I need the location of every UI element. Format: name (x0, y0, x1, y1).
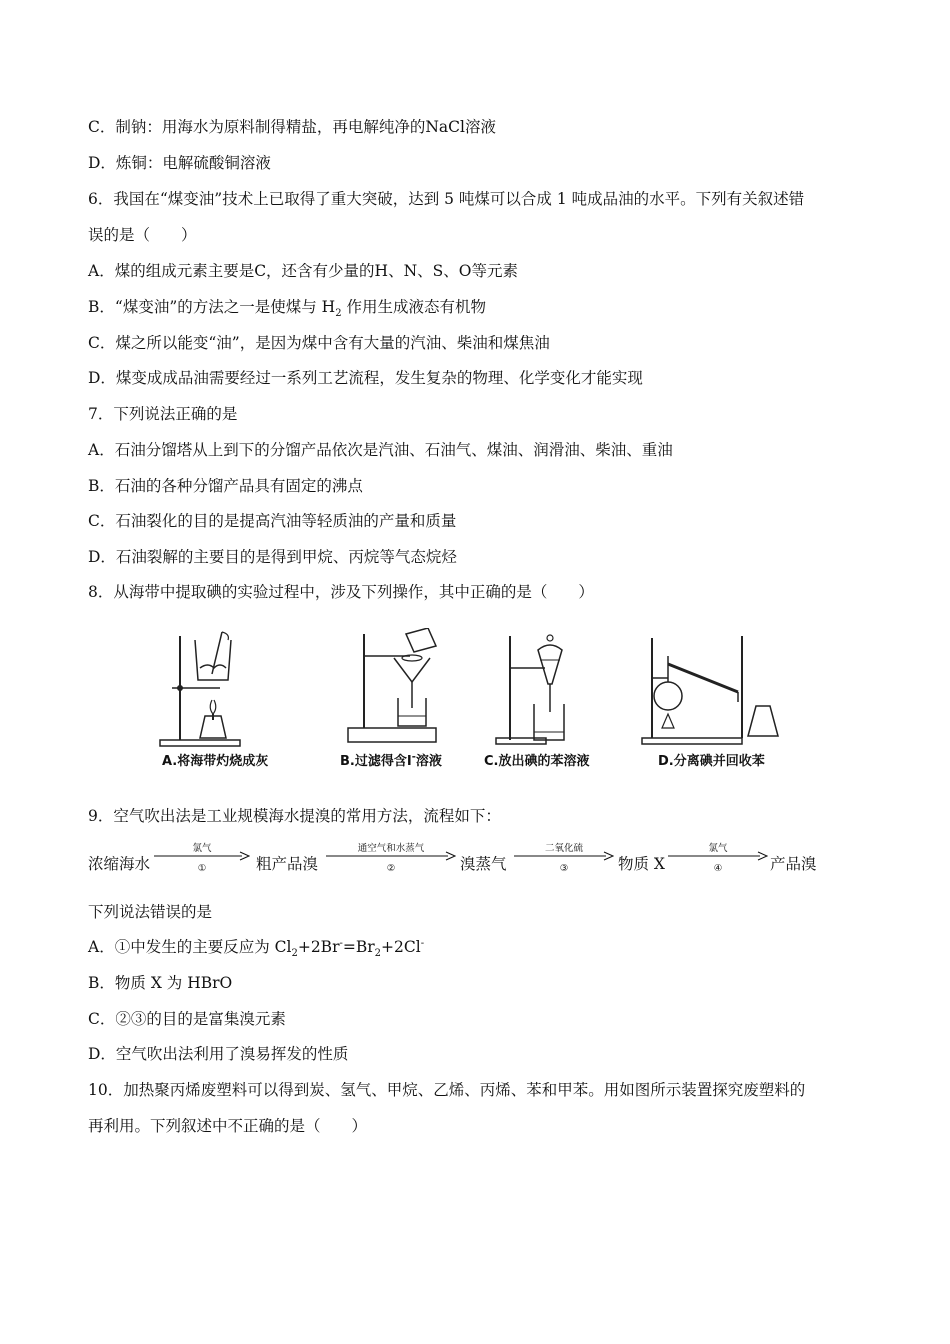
figure-c (490, 628, 600, 752)
flow-node-5: 产品溴 (770, 855, 817, 873)
flow-arrow-3-line (514, 851, 614, 861)
q7-option-c: C．石油裂化的目的是提高汽油等轻质油的产量和质量 (88, 512, 457, 530)
flow-arrow-1-line (154, 851, 250, 861)
figure-b-caption-sup: - (411, 751, 416, 763)
q9-option-d: D．空气吹出法利用了溴易挥发的性质 (88, 1045, 349, 1063)
flow-node-3: 溴蒸气 (460, 855, 507, 873)
figure-d (638, 628, 788, 752)
q9-stem: 9．空气吹出法是工业规模海水提溴的常用方法，流程如下： (88, 807, 501, 825)
flow-arrow-2-line (326, 851, 456, 861)
q9a-sub-2: 2 (374, 948, 382, 960)
flow-node-4: 物质 X (618, 855, 665, 873)
q7-stem: 7．下列说法正确的是 (88, 405, 238, 423)
q8-figures (150, 628, 790, 778)
flow-arrow-2-step: ② (386, 863, 396, 874)
flow-node-2: 粗产品溴 (256, 855, 319, 873)
q9a-text-2: +2Br (297, 938, 340, 956)
q6b-text-1: B．“煤变油”的方法之一是使煤与 H (88, 298, 336, 316)
q9a-text-1: A．①中发生的主要反应为 Cl (88, 938, 292, 956)
q6-stem-line2: 误的是（ ） (88, 226, 197, 244)
q6-option-a: A．煤的组成元素主要是C，还含有少量的H、N、S、O等元素 (88, 262, 518, 280)
figure-a (150, 628, 260, 752)
q9a-text-4: +2Cl (381, 938, 421, 956)
q9a-sub-1: 2 (291, 948, 298, 960)
q9-option-c: C．②③的目的是富集溴元素 (88, 1010, 286, 1028)
q9a-sup-2: - (420, 937, 425, 949)
q6-option-c: C．煤之所以能变“油”，是因为煤中含有大量的汽油、柴油和煤焦油 (88, 334, 550, 352)
q5-option-c: C．制钠：用海水为原料制得精盐，再电解纯净的NaCl溶液 (88, 118, 496, 136)
figure-c-drawing (490, 628, 600, 748)
figure-b (340, 628, 450, 752)
flow-arrow-1-step: ① (197, 863, 207, 874)
figure-b-caption-text-2: 溶液 (415, 754, 442, 769)
flow-arrow-3-step: ③ (559, 863, 569, 874)
figure-a-caption: A.将海带灼烧成灰 (162, 754, 269, 769)
flow-arrow-4-line (668, 851, 768, 861)
flow-arrow-4-step: ④ (713, 863, 723, 874)
figure-a-drawing (150, 628, 260, 748)
q9-option-b: B．物质 X 为 HBrO (88, 974, 233, 992)
q10-stem-line2: 再利用。下列叙述中不正确的是（ ） (88, 1117, 368, 1135)
figure-d-caption: D.分离碘并回收苯 (658, 754, 765, 769)
q9a-sup-1: - (339, 937, 343, 949)
q6-option-d: D．煤变成成品油需要经过一系列工艺流程，发生复杂的物理、化学变化才能实现 (88, 369, 643, 387)
flow-arrow-1-label: 氯气 (192, 843, 212, 854)
figure-b-caption-text-1: B.过滤得含I (340, 754, 412, 769)
q7-option-a: A．石油分馏塔从上到下的分馏产品依次是汽油、石油气、煤油、润滑油、柴油、重油 (88, 441, 673, 459)
figure-b-drawing (340, 628, 450, 748)
flow-arrow-3-label: 二氧化硫 (544, 843, 583, 854)
q8-stem: 8．从海带中提取碘的实验过程中，涉及下列操作，其中正确的是（ ） (88, 583, 594, 601)
figure-d-drawing (638, 628, 788, 748)
q9-sub-stem: 下列说法错误的是 (88, 903, 213, 921)
q5-option-d: D．炼铜：电解硫酸铜溶液 (88, 154, 271, 172)
q6-stem-line1: 6．我国在“煤变油”技术上已取得了重大突破，达到 5 吨煤可以合成 1 吨成品油的水平。下列有关叙述错 (88, 190, 805, 208)
q9-flowchart (88, 840, 848, 880)
figure-c-caption: C.放出碘的苯溶液 (484, 754, 590, 769)
q6b-text-2: 作用生成液态有机物 (341, 298, 486, 316)
q6b-subscript: 2 (335, 308, 342, 320)
figure-b-caption (340, 750, 442, 769)
q9a-text-3: =Br (342, 938, 375, 956)
q7-option-d: D．石油裂解的主要目的是得到甲烷、丙烷等气态烷烃 (88, 548, 457, 566)
q7-option-b: B．石油的各种分馏产品具有固定的沸点 (88, 477, 363, 495)
q10-stem-line1: 10．加热聚丙烯废塑料可以得到炭、氢气、甲烷、乙烯、丙烯、苯和甲苯。用如图所示装置探究废塑料的 (88, 1081, 806, 1099)
q9-option-a (88, 937, 425, 960)
flow-arrow-2-label: 通空气和水蒸气 (357, 843, 425, 854)
q6-option-b (88, 297, 486, 320)
flow-arrow-4-label: 氯气 (708, 843, 728, 854)
flow-node-1: 浓缩海水 (88, 855, 151, 873)
